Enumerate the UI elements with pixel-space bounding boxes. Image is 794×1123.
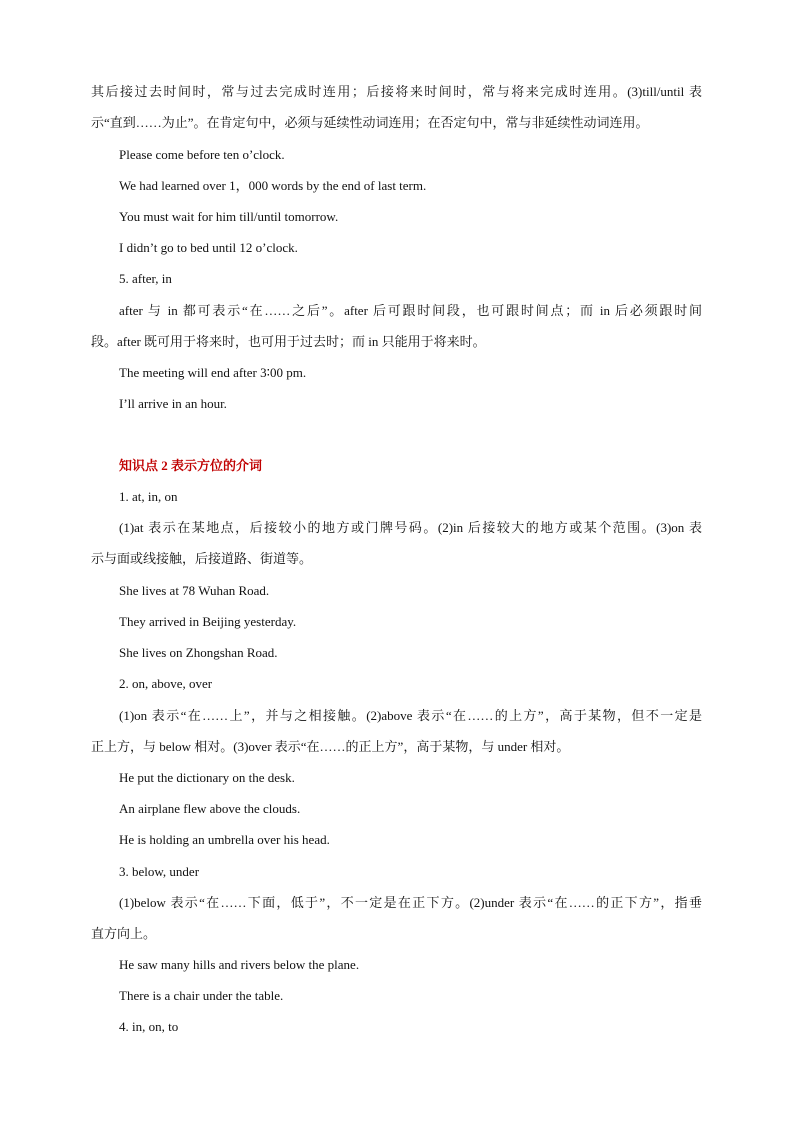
subheading: 2. on, above, over [119,676,213,691]
section-heading: 知识点 2 表示方位的介词 [119,458,263,473]
example-sentence: She lives at 78 Wuhan Road. [119,583,270,598]
example-sentence: The meeting will end after 3∶00 pm. [119,365,307,380]
example-sentence: An airplane flew above the clouds. [119,801,301,816]
paragraph-line: 其后接过去时间时，常与过去完成时连用；后接将来时间时，常与将来完成时连用。(3)till/until 表 [91,84,702,99]
subheading: 1. at, in, on [119,489,178,504]
paragraph-line: 直方向上。 [91,926,157,941]
paragraph-line: (1)at 表示在某地点，后接较小的地方或门牌号码。(2)in 后接较大的地方或某个范围。(3)on 表 [119,520,703,535]
example-sentence: I didn’t go to bed until 12 o’clock. [119,240,298,255]
example-sentence: He saw many hills and rivers below the plane. [119,957,360,972]
subheading: 4. in, on, to [119,1019,179,1034]
example-sentence: He put the dictionary on the desk. [119,770,295,785]
example-sentence: We had learned over 1，000 words by the end of last term. [119,178,427,193]
example-sentence: There is a chair under the table. [119,988,284,1003]
subheading: 3. below, under [119,864,200,879]
example-sentence: I’ll arrive in an hour. [119,396,227,411]
paragraph-line: after 与 in 都可表示“在……之后”。after 后可跟时间段，也可跟时间点；而 in 后必须跟时间 [119,303,702,318]
paragraph-line: 示“直到……为止”。在肯定句中，必须与延续性动词连用；在否定句中，常与非延续性动词连用。 [91,115,649,130]
example-sentence: He is holding an umbrella over his head. [119,832,330,847]
example-sentence: They arrived in Beijing yesterday. [119,614,297,629]
example-sentence: Please come before ten o’clock. [119,147,285,162]
paragraph-line: 示与面或线接触，后接道路、街道等。 [91,551,313,566]
paragraph-line: (1)on 表示“在……上”，并与之相接触。(2)above 表示“在……的上方”，高于某物，但不一定是 [119,708,702,723]
paragraph-line: 段。after 既可用于将来时，也可用于过去时；而 in 只能用于将来时。 [91,334,486,349]
example-sentence: You must wait for him till/until tomorrow. [119,209,339,224]
subheading: 5. after, in [119,271,172,286]
paragraph-line: 正上方，与 below 相对。(3)over 表示“在……的正上方”，高于某物，与 under 相对。 [91,739,570,754]
paragraph-line: (1)below 表示“在……下面，低于”，不一定是在正下方。(2)under 表示“在……的正下方”，指垂 [119,895,702,910]
example-sentence: She lives on Zhongshan Road. [119,645,278,660]
